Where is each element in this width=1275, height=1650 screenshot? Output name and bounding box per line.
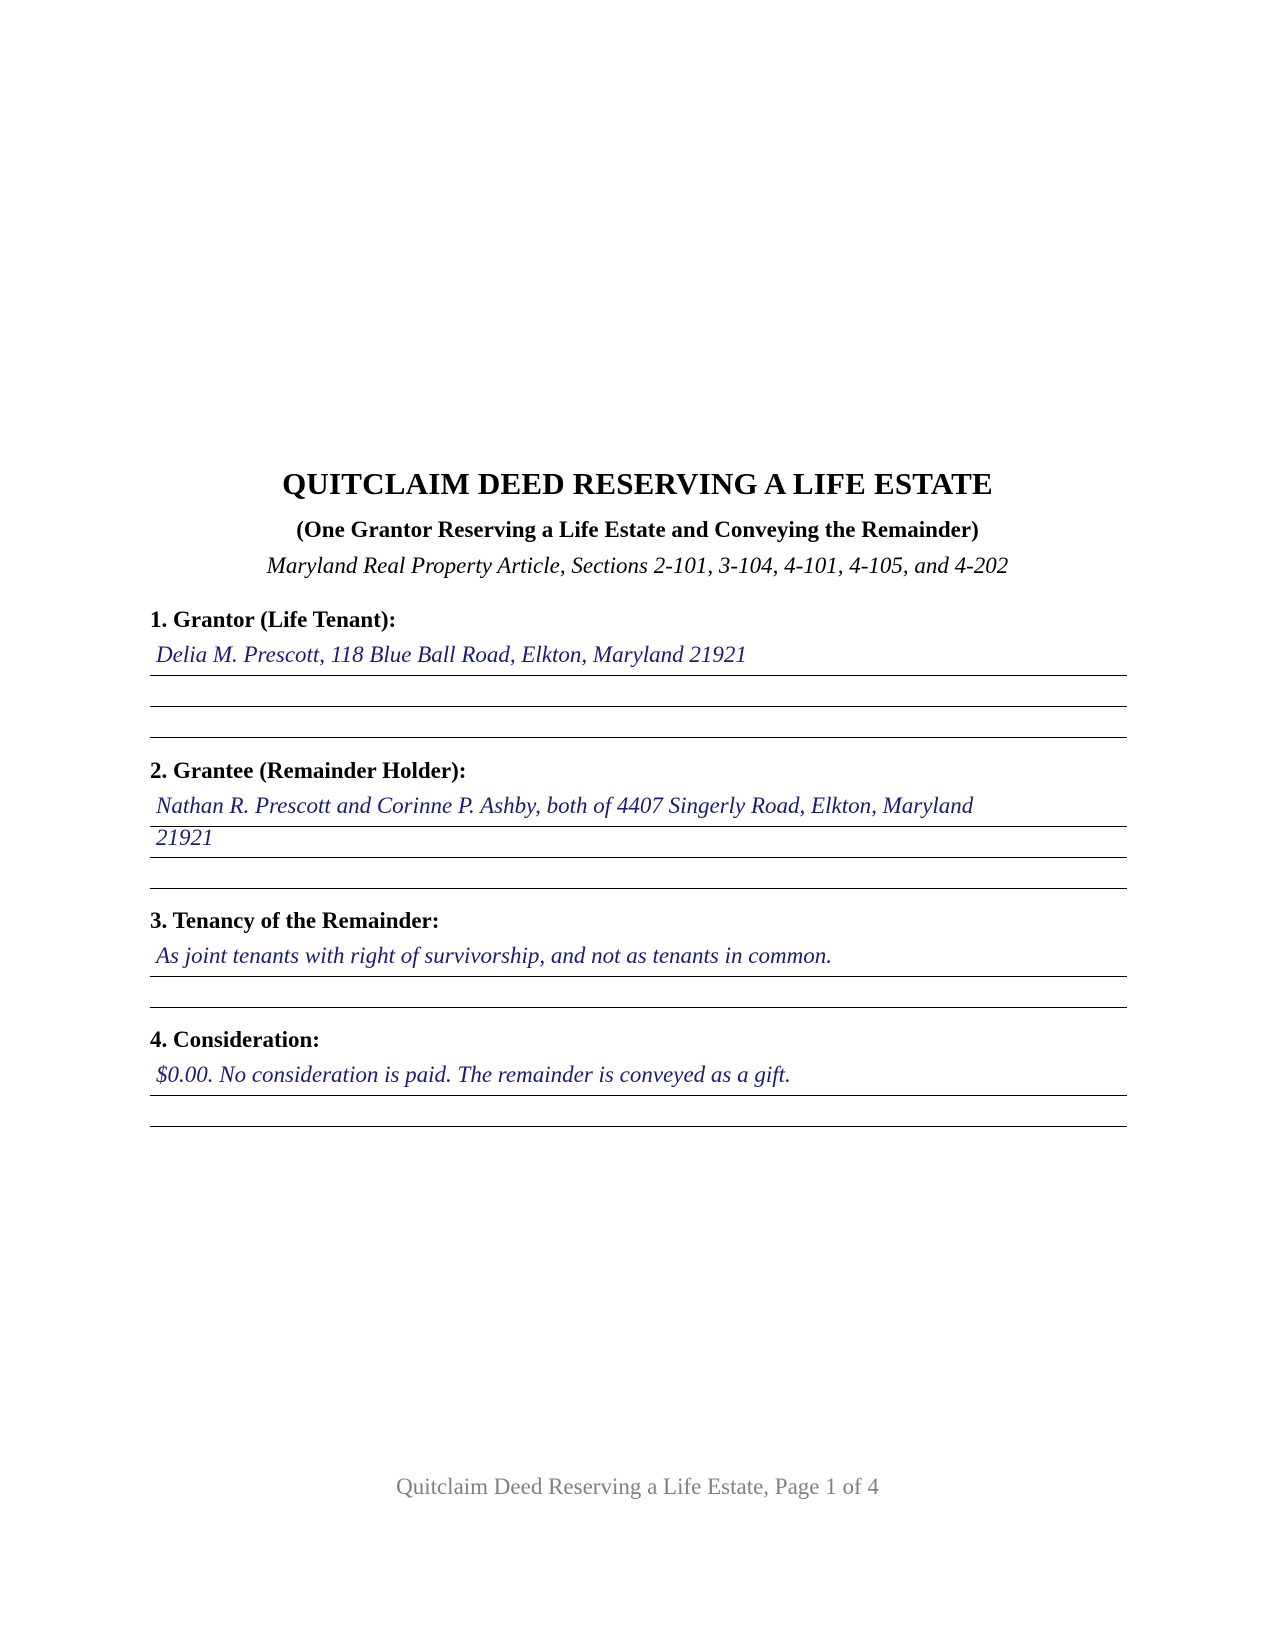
blank-line: [150, 1126, 1127, 1127]
blank-line: [150, 675, 1127, 676]
document-title: QUITCLAIM DEED RESERVING A LIFE ESTATE: [282, 466, 993, 501]
consideration-entry-line-1: $0.00. No consideration is paid. The remainder is conveyed as a gift.: [156, 1062, 791, 1087]
blank-line: [150, 706, 1127, 707]
page-footer: Quitclaim Deed Reserving a Life Estate, Page 1 of 4: [396, 1474, 879, 1499]
section-heading-consideration: 4. Consideration:: [150, 1027, 320, 1052]
section-heading-grantee: 2. Grantee (Remainder Holder):: [150, 758, 467, 783]
document-subtitle: (One Grantor Reserving a Life Estate and Conveying the Remainder): [296, 517, 979, 542]
blank-line: [150, 976, 1127, 977]
blank-line: [150, 826, 1127, 827]
blank-line: [150, 1095, 1127, 1096]
statute-reference: Maryland Real Property Article, Sections 2-101, 3-104, 4-101, 4-105, and 4-202: [266, 553, 1009, 578]
blank-line: [150, 737, 1127, 738]
grantor-entry-line-1: Delia M. Prescott, 118 Blue Ball Road, Elkton, Maryland 21921: [156, 642, 747, 667]
section-heading-grantor: 1. Grantor (Life Tenant):: [150, 607, 397, 632]
blank-line: [150, 888, 1127, 889]
tenancy-entry-line-1: As joint tenants with right of survivorship, and not as tenants in common.: [156, 943, 832, 968]
grantee-entry-line-1: Nathan R. Prescott and Corinne P. Ashby, both of 4407 Singerly Road, Elkton, Maryland: [156, 793, 974, 818]
blank-line: [150, 857, 1127, 858]
section-heading-tenancy: 3. Tenancy of the Remainder:: [150, 908, 440, 933]
blank-line: [150, 1007, 1127, 1008]
grantee-entry-line-2: 21921: [156, 825, 214, 850]
